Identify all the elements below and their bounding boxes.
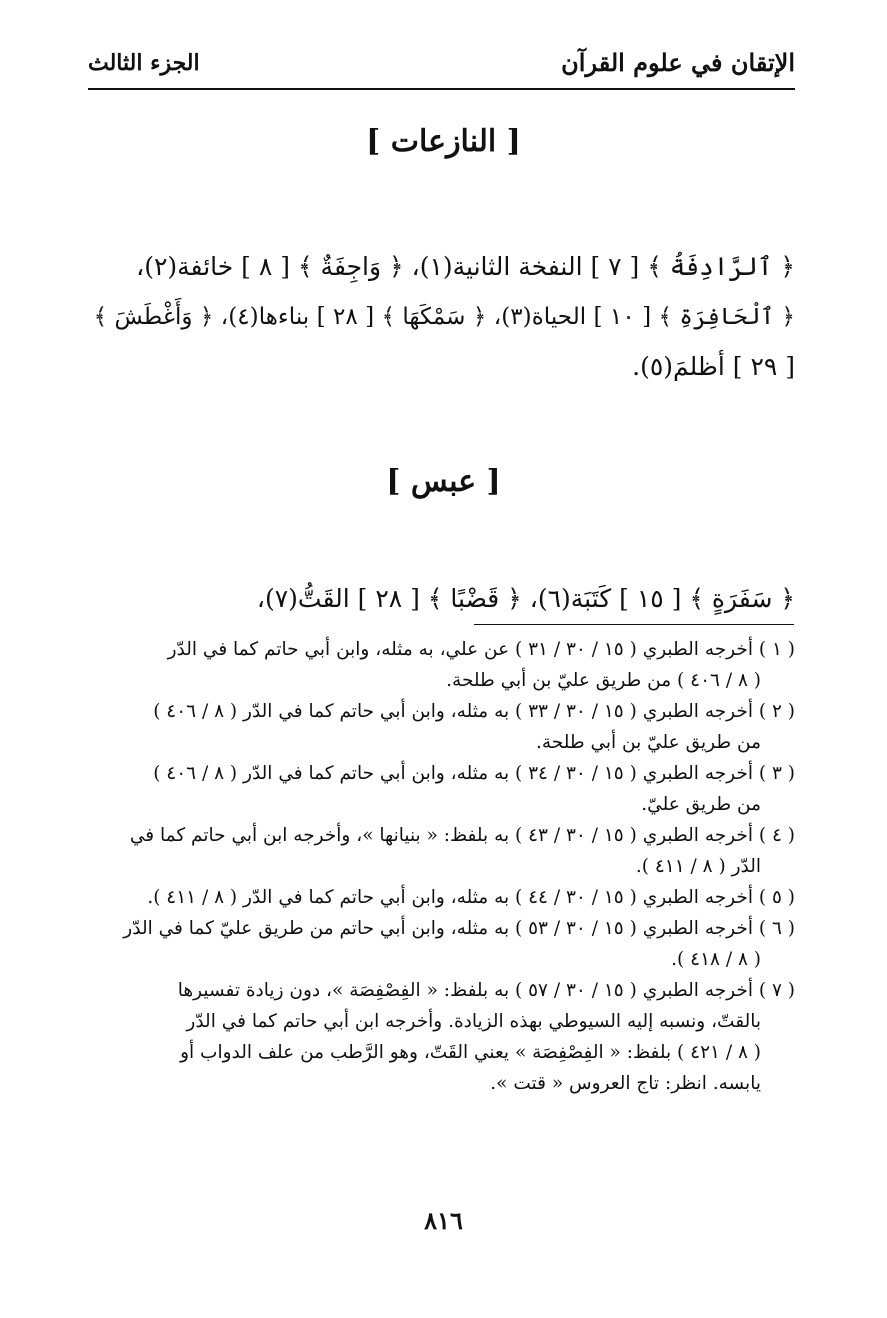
verse-glosses-naziat (86, 242, 795, 392)
footnote-line: يابسه. انظر: تاج العروس « قتت ». (490, 1073, 761, 1094)
footnote-line: ( ٢ ) أخرجه الطبري ( ١٥ / ٣٠ / ٣٣ ) به مثله، وابن أبي حاتم كما في الدّر ( ٨ / ٤٠٦ ) (153, 701, 795, 722)
surah-heading-abasa: [ عبس ] (386, 464, 501, 499)
footnote-line: ( ١ ) أخرجه الطبري ( ١٥ / ٣٠ / ٣١ ) عن علي، به مثله، وابن أبي حاتم كما في الدّر (167, 639, 795, 660)
footnote-3 (88, 758, 795, 820)
footnote-4 (88, 820, 795, 882)
verse-line: ﴿ سَفَرَةٍ ﴾ [ ١٥ ] كَتَبَة(٦)، ﴿ قَضْبًا ﴾ [ ٢٨ ] القَتُّ(٧)، (256, 584, 795, 613)
surah-heading-naziat: [ النازعات ] (366, 124, 521, 159)
verse-line: ﴿ ٱلْحَافِرَةِ ﴾ [ ١٠ ] الحياة(٣)، ﴿ سَمْكَهَا ﴾ [ ٢٨ ] بناءها(٤)، ﴿ وَأَغْطَشَ ﴾ (93, 304, 795, 330)
footnote-line: الدّر ( ٨ / ٤١١ ). (635, 856, 761, 877)
footnote-line: من طريق عليّ. (641, 794, 761, 815)
footnote-6 (88, 913, 795, 975)
footnote-5 (88, 882, 795, 913)
running-header (88, 44, 795, 90)
footnote-line: ( ٨ / ٤١٨ ). (671, 949, 761, 970)
footnote-line: ( ٧ ) أخرجه الطبري ( ١٥ / ٣٠ / ٥٧ ) به بلفظ: « الفِصْفِصَة »، دون زيادة تفسيرها (177, 980, 795, 1001)
footnote-line: ( ٨ / ٤٠٦ ) من طريق عليّ بن أبي طلحة. (446, 670, 761, 691)
volume-label: الجزء الثالث (88, 50, 200, 76)
book-title: الإتقان في علوم القرآن (561, 48, 795, 77)
footnote-line: ( ٨ / ٤٢١ ) بلفظ: « الفِصْفِصَة » يعني القَتّ، وهو الرَّطب من علف الدواب أو (180, 1042, 761, 1063)
footnote-separator (474, 624, 794, 625)
footnote-line: بالقتّ، ونسبه إليه السيوطي بهذه الزيادة. وأخرجه ابن أبي حاتم كما في الدّر (186, 1011, 761, 1032)
footnote-line: من طريق عليّ بن أبي طلحة. (535, 732, 761, 753)
footnote-line: ( ٣ ) أخرجه الطبري ( ١٥ / ٣٠ / ٣٤ ) به مثله، وابن أبي حاتم كما في الدّر ( ٨ / ٤٠٦ ) (153, 763, 795, 784)
page-number: ٨١٦ (424, 1206, 463, 1235)
footnote-1 (88, 634, 795, 696)
footnote-line: ( ٥ ) أخرجه الطبري ( ١٥ / ٣٠ / ٤٤ ) به مثله، وابن أبي حاتم كما في الدّر ( ٨ / ٤١١ ). (147, 887, 795, 908)
verse-glosses-abasa (86, 574, 795, 624)
footnote-2 (88, 696, 795, 758)
verse-line: [ ٢٩ ] أظلمَ(٥). (632, 352, 795, 381)
footnote-7 (88, 975, 795, 1099)
footnotes (88, 634, 795, 1099)
footnote-line: ( ٤ ) أخرجه الطبري ( ١٥ / ٣٠ / ٤٣ ) به بلفظ: « بنيانها »، وأخرجه ابن أبي حاتم كما في (129, 825, 795, 846)
footnote-line: ( ٦ ) أخرجه الطبري ( ١٥ / ٣٠ / ٥٣ ) به مثله، وابن أبي حاتم من طريق عليّ كما في الدّر (123, 918, 795, 939)
verse-line: ﴿ ٱلرَّادِفَةُ ﴾ [ ٧ ] النفخة الثانية(١)، ﴿ وَاجِفَةٌ ﴾ [ ٨ ] خائفة(٢)، (136, 252, 795, 281)
